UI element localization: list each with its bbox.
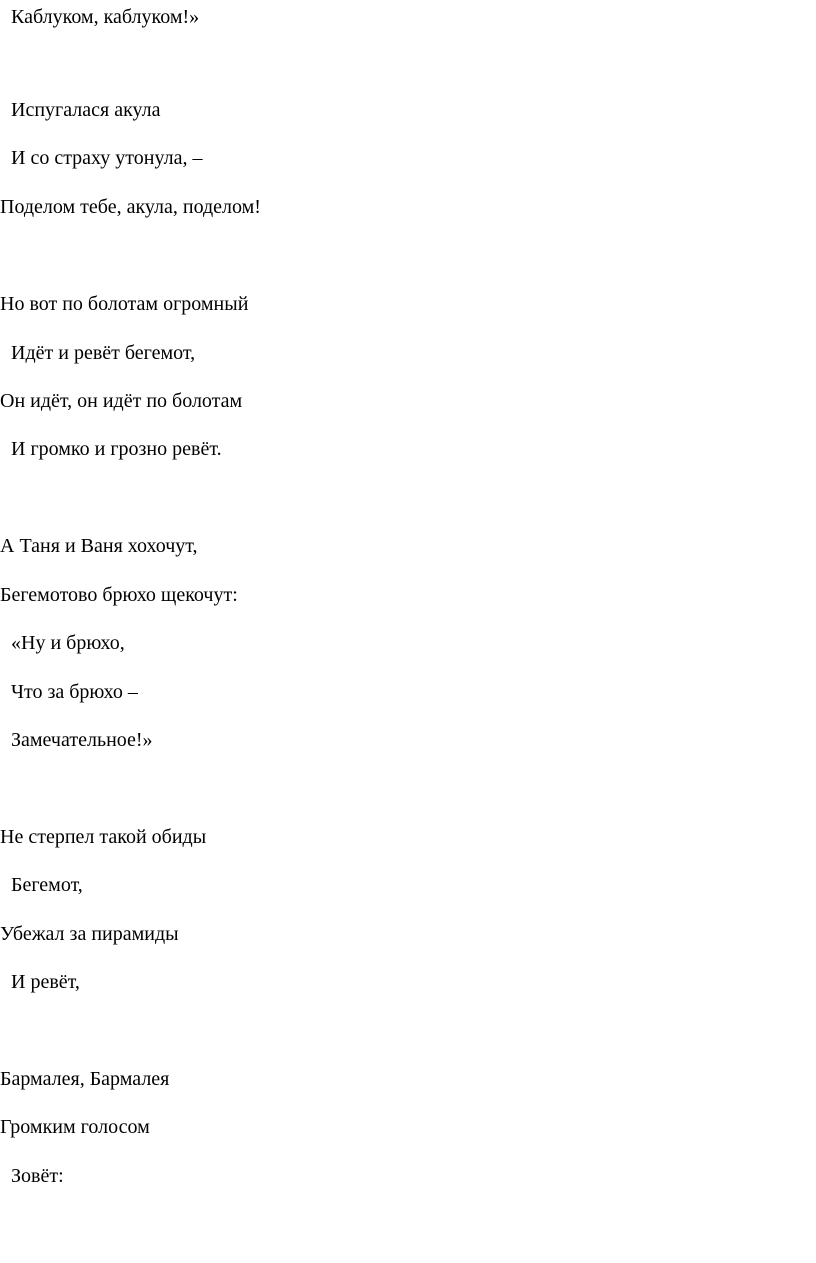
poem-line: Испугалася акула: [11, 99, 161, 121]
poem-line: Замечательное!»: [11, 729, 153, 751]
poem-line: Зовёт:: [11, 1165, 64, 1187]
poem-line: Бегемот,: [11, 874, 83, 896]
poem-line: Каблуком, каблуком!»: [11, 6, 200, 28]
poem-line: Убежал за пирамиды: [0, 923, 179, 945]
poem-line: Не стерпел такой обиды: [0, 826, 207, 848]
poem-line: Что за брюхо –: [11, 681, 138, 703]
poem-line: И ревёт,: [11, 971, 80, 993]
poem-line: Бармалея, Бармалея: [0, 1068, 170, 1090]
poem-line: Бегемотово брюхо щекочут:: [0, 584, 238, 606]
poem-line: Идёт и ревёт бегемот,: [11, 342, 196, 364]
poem-line: И громко и грозно ревёт.: [11, 438, 222, 460]
poem-line: «Ну и брюхо,: [11, 632, 125, 654]
poem-line: Но вот по болотам огромный: [0, 293, 249, 315]
poem-line: И со страху утонула, –: [11, 147, 203, 169]
poem-line: Громким голосом: [0, 1116, 150, 1138]
poem-line: Он идёт, он идёт по болотам: [0, 390, 243, 412]
poem-line: Поделом тебе, акула, поделом!: [0, 196, 261, 218]
poem-line: А Таня и Ваня хохочут,: [0, 535, 198, 557]
